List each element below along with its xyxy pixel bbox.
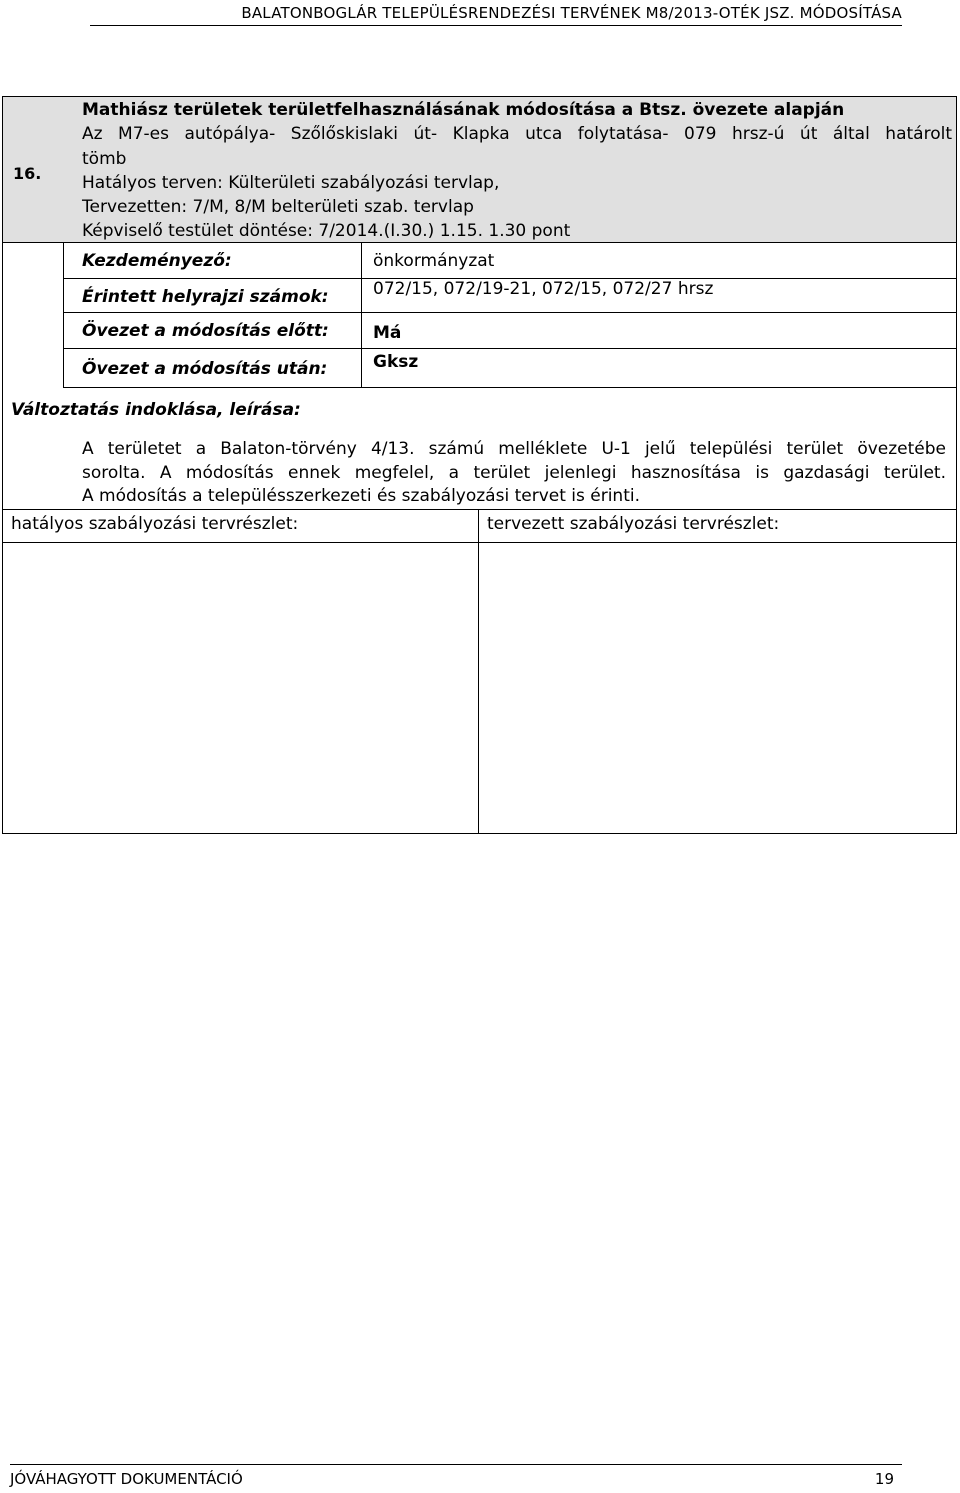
planned-plan-excerpt: [479, 510, 956, 834]
justification-line-3: A módosítás a településszerkezeti és szabályozási tervet is érinti.: [82, 486, 641, 506]
page-header: [90, 3, 902, 26]
zone-before-value: Má: [361, 313, 401, 348]
justification-heading: Változtatás indoklása, leírása:: [11, 400, 301, 420]
justification-text: [82, 438, 946, 509]
justification-line-1: A területet a Balaton-törvény 4/13. számú melléklete U-1 jelű települési terület övezetébe: [82, 439, 946, 459]
item-title: Mathiász területek területfelhasználásának módosítása a Btsz. övezete alapján: [82, 100, 845, 120]
zone-after-row: [64, 349, 957, 387]
current-plan-divider: [3, 542, 478, 543]
document-title: BALATONBOGLÁR TELEPÜLÉSRENDEZÉSI TERVÉNEK M8/2013-OTÉK JSZ. MÓDOSÍTÁSA: [241, 4, 902, 22]
zone-before-row: [64, 313, 957, 349]
initiator-row: [64, 243, 957, 279]
footer-label: JÓVÁHAGYOTT DOKUMENTÁCIÓ: [10, 1470, 243, 1488]
page-footer: [10, 1464, 902, 1487]
current-plan-excerpt: [3, 510, 479, 834]
item-location-cont: tömb: [82, 148, 127, 169]
zone-before-label: Övezet a módosítás előtt:: [82, 321, 329, 341]
item-decision: Képviselő testület döntése: 7/2014.(I.30.) 1.15. 1.30 pont: [82, 221, 571, 242]
planned-plan-divider: [479, 542, 956, 543]
item-number: 16.: [13, 164, 42, 183]
zone-after-label: Övezet a módosítás után:: [82, 359, 328, 379]
details-grid: [63, 243, 957, 388]
item-title-lines: [82, 98, 952, 244]
justification-line-2: sorolta. A módosítás ennek megfelel, a terület jelenlegi hasznosítása is gazdasági terület.: [82, 462, 946, 483]
planned-plan-label: tervezett szabályozási tervrészlet:: [487, 514, 780, 534]
item-location: Az M7-es autópálya- Szőlőskislaki út- Klapka utca folytatása- 079 hrsz-ú út által határolt: [82, 124, 952, 145]
plan-excerpts-row: [3, 509, 956, 834]
initiator-value: önkormányzat: [361, 243, 494, 278]
item-title-block: [3, 97, 956, 243]
page-number: 19: [874, 1470, 894, 1488]
parcels-row: [64, 279, 957, 313]
parcels-label: Érintett helyrajzi számok:: [82, 287, 329, 307]
initiator-label: Kezdeményező:: [82, 251, 232, 271]
item-current-plan: Hatályos terven: Külterületi szabályozási tervlap,: [82, 172, 500, 193]
modification-table: [2, 96, 957, 834]
parcels-value: 072/15, 072/19-21, 072/15, 072/27 hrsz: [361, 279, 713, 312]
item-planned: Tervezetten: 7/M, 8/M belterületi szab. tervlap: [82, 197, 474, 218]
zone-after-value: Gksz: [361, 349, 418, 387]
current-plan-label: hatályos szabályozási tervrészlet:: [11, 514, 299, 534]
